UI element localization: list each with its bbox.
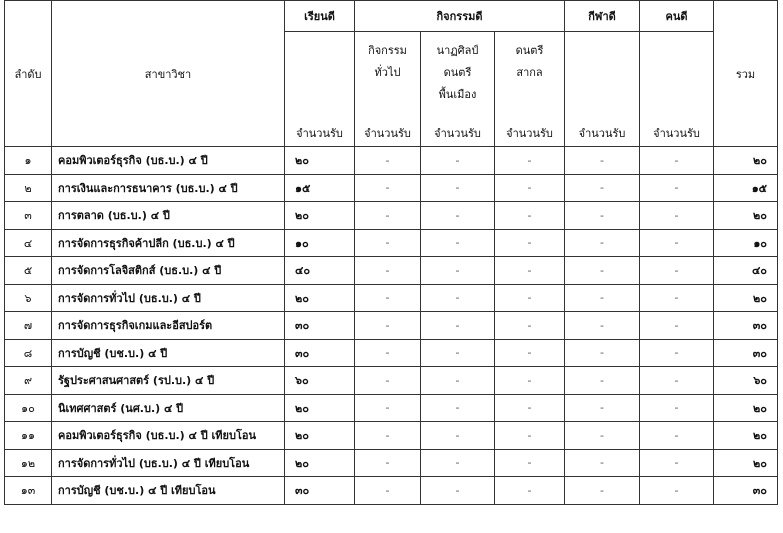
table-row [5,367,778,395]
quota-label: จำนวนรับ [434,127,481,140]
row-sport-quota: - [565,284,640,312]
subheader-academic [285,32,355,147]
quota-label: จำนวนรับ [364,127,411,140]
table-row [5,339,778,367]
row-activity-intl-quota: - [495,477,565,505]
row-academic-quota: ๒๐ [285,147,355,175]
row-index: ๖ [5,284,52,312]
row-index: ๔ [5,229,52,257]
table-body [5,147,778,505]
row-total-quota: ๑๕ [714,174,778,202]
row-sport-quota: - [565,174,640,202]
row-academic-quota: ๓๐ [285,477,355,505]
header-good-person: คนดี [640,1,714,32]
row-activity-general-quota: - [355,229,421,257]
row-major-name: การจัดการธุรกิจเกมและอีสปอร์ต [52,312,285,340]
row-total-quota: ๒๐ [714,147,778,175]
row-activity-intl-quota: - [495,284,565,312]
row-total-quota: ๔๐ [714,257,778,285]
row-good-person-quota: - [640,284,714,312]
row-activity-folk-quota: - [421,367,495,395]
row-good-person-quota: - [640,449,714,477]
row-academic-quota: ๔๐ [285,257,355,285]
row-major-name: การเงินและการธนาคาร (บธ.บ.) ๔ ปี [52,174,285,202]
row-sport-quota: - [565,367,640,395]
row-activity-general-quota: - [355,312,421,340]
row-activity-folk-quota: - [421,422,495,450]
row-activity-folk-quota: - [421,229,495,257]
row-good-person-quota: - [640,367,714,395]
row-sport-quota: - [565,312,640,340]
activity-intl-line: สากล [516,66,543,79]
subheader-activity-intl [495,32,565,147]
row-total-quota: ๒๐ [714,422,778,450]
row-activity-intl-quota: - [495,312,565,340]
table-row [5,477,778,505]
row-activity-intl-quota: - [495,147,565,175]
table-row [5,449,778,477]
row-major-name: การจัดการทั่วไป (บธ.บ.) ๔ ปี เทียบโอน [52,449,285,477]
row-index: ๑๑ [5,422,52,450]
row-total-quota: ๓๐ [714,339,778,367]
row-good-person-quota: - [640,312,714,340]
row-sport-quota: - [565,202,640,230]
row-sport-quota: - [565,147,640,175]
header-academic: เรียนดี [285,1,355,32]
row-total-quota: ๓๐ [714,477,778,505]
row-academic-quota: ๓๐ [285,339,355,367]
row-total-quota: ๖๐ [714,367,778,395]
row-major-name: การจัดการธุรกิจค้าปลีก (บธ.บ.) ๔ ปี [52,229,285,257]
row-sport-quota: - [565,477,640,505]
row-index: ๗ [5,312,52,340]
header-activity: กิจกรรมดี [355,1,565,32]
table-row [5,147,778,175]
header-total: รวม [714,1,778,147]
row-activity-intl-quota: - [495,257,565,285]
row-academic-quota: ๑๐ [285,229,355,257]
row-index: ๓ [5,202,52,230]
row-sport-quota: - [565,422,640,450]
row-index: ๑ [5,147,52,175]
row-good-person-quota: - [640,257,714,285]
row-activity-general-quota: - [355,174,421,202]
row-index: ๑๐ [5,394,52,422]
row-activity-folk-quota: - [421,312,495,340]
table-row [5,174,778,202]
table-row [5,229,778,257]
row-major-name: นิเทศศาสตร์ (นศ.บ.) ๔ ปี [52,394,285,422]
quota-label: จำนวนรับ [578,127,626,140]
row-sport-quota: - [565,229,640,257]
activity-folk-line: ดนตรี [443,66,472,79]
table-row [5,394,778,422]
row-total-quota: ๒๐ [714,394,778,422]
row-index: ๒ [5,174,52,202]
row-activity-intl-quota: - [495,174,565,202]
row-good-person-quota: - [640,339,714,367]
row-good-person-quota: - [640,394,714,422]
subheader-activity-folk [421,32,495,147]
row-activity-general-quota: - [355,202,421,230]
row-activity-intl-quota: - [495,449,565,477]
activity-folk-line: นาฏศิลป์ [436,44,479,57]
row-activity-intl-quota: - [495,422,565,450]
row-total-quota: ๑๐ [714,229,778,257]
quota-label: จำนวนรับ [296,127,343,140]
row-activity-general-quota: - [355,339,421,367]
row-major-name: การจัดการทั่วไป (บธ.บ.) ๔ ปี [52,284,285,312]
row-good-person-quota: - [640,202,714,230]
row-activity-folk-quota: - [421,477,495,505]
row-activity-folk-quota: - [421,449,495,477]
subheader-activity-general [355,32,421,147]
row-academic-quota: ๒๐ [285,394,355,422]
row-activity-folk-quota: - [421,257,495,285]
row-major-name: การจัดการโลจิสติกส์ (บธ.บ.) ๔ ปี [52,257,285,285]
row-index: ๑๓ [5,477,52,505]
row-total-quota: ๒๐ [714,449,778,477]
row-good-person-quota: - [640,477,714,505]
row-activity-intl-quota: - [495,202,565,230]
row-activity-general-quota: - [355,284,421,312]
row-sport-quota: - [565,394,640,422]
row-major-name: การบัญชี (บช.บ.) ๔ ปี [52,339,285,367]
subheader-sport [565,32,640,147]
table-row [5,202,778,230]
row-good-person-quota: - [640,147,714,175]
row-activity-folk-quota: - [421,147,495,175]
row-good-person-quota: - [640,422,714,450]
row-activity-folk-quota: - [421,202,495,230]
row-academic-quota: ๒๐ [285,202,355,230]
table-row [5,257,778,285]
activity-general-line: กิจกรรม [368,44,407,57]
row-major-name: คอมพิวเตอร์ธุรกิจ (บธ.บ.) ๔ ปี เทียบโอน [52,422,285,450]
table-row [5,422,778,450]
row-activity-intl-quota: - [495,394,565,422]
quota-label: จำนวนรับ [506,127,553,140]
row-sport-quota: - [565,257,640,285]
activity-intl-line: ดนตรี [515,44,544,57]
row-academic-quota: ๓๐ [285,312,355,340]
row-activity-folk-quota: - [421,339,495,367]
activity-folk-line: พื้นเมือง [438,88,477,101]
row-index: ๙ [5,367,52,395]
row-index: ๕ [5,257,52,285]
row-total-quota: ๒๐ [714,284,778,312]
row-sport-quota: - [565,339,640,367]
header-sport: กีฬาดี [565,1,640,32]
table-row [5,312,778,340]
row-activity-intl-quota: - [495,367,565,395]
row-major-name: การตลาด (บธ.บ.) ๔ ปี [52,202,285,230]
row-index: ๘ [5,339,52,367]
row-activity-general-quota: - [355,422,421,450]
row-total-quota: ๒๐ [714,202,778,230]
row-major-name: การบัญชี (บช.บ.) ๔ ปี เทียบโอน [52,477,285,505]
row-activity-general-quota: - [355,394,421,422]
header-major: สาขาวิชา [52,1,285,147]
row-academic-quota: ๒๐ [285,422,355,450]
subheader-good-person [640,32,714,147]
row-activity-general-quota: - [355,257,421,285]
row-activity-general-quota: - [355,147,421,175]
row-total-quota: ๓๐ [714,312,778,340]
row-good-person-quota: - [640,174,714,202]
header-index: ลำดับ [5,1,52,147]
table-row [5,284,778,312]
row-activity-folk-quota: - [421,394,495,422]
row-activity-general-quota: - [355,367,421,395]
admission-quota-table [4,0,778,505]
row-good-person-quota: - [640,229,714,257]
quota-label: จำนวนรับ [653,127,700,140]
row-activity-folk-quota: - [421,174,495,202]
row-activity-folk-quota: - [421,284,495,312]
row-index: ๑๒ [5,449,52,477]
row-major-name: คอมพิวเตอร์ธุรกิจ (บธ.บ.) ๔ ปี [52,147,285,175]
row-academic-quota: ๒๐ [285,449,355,477]
row-activity-intl-quota: - [495,339,565,367]
row-academic-quota: ๖๐ [285,367,355,395]
row-sport-quota: - [565,449,640,477]
row-activity-general-quota: - [355,477,421,505]
row-academic-quota: ๑๕ [285,174,355,202]
row-major-name: รัฐประศาสนศาสตร์ (รป.บ.) ๔ ปี [52,367,285,395]
row-activity-general-quota: - [355,449,421,477]
row-activity-intl-quota: - [495,229,565,257]
row-academic-quota: ๒๐ [285,284,355,312]
activity-general-line: ทั่วไป [374,66,401,79]
